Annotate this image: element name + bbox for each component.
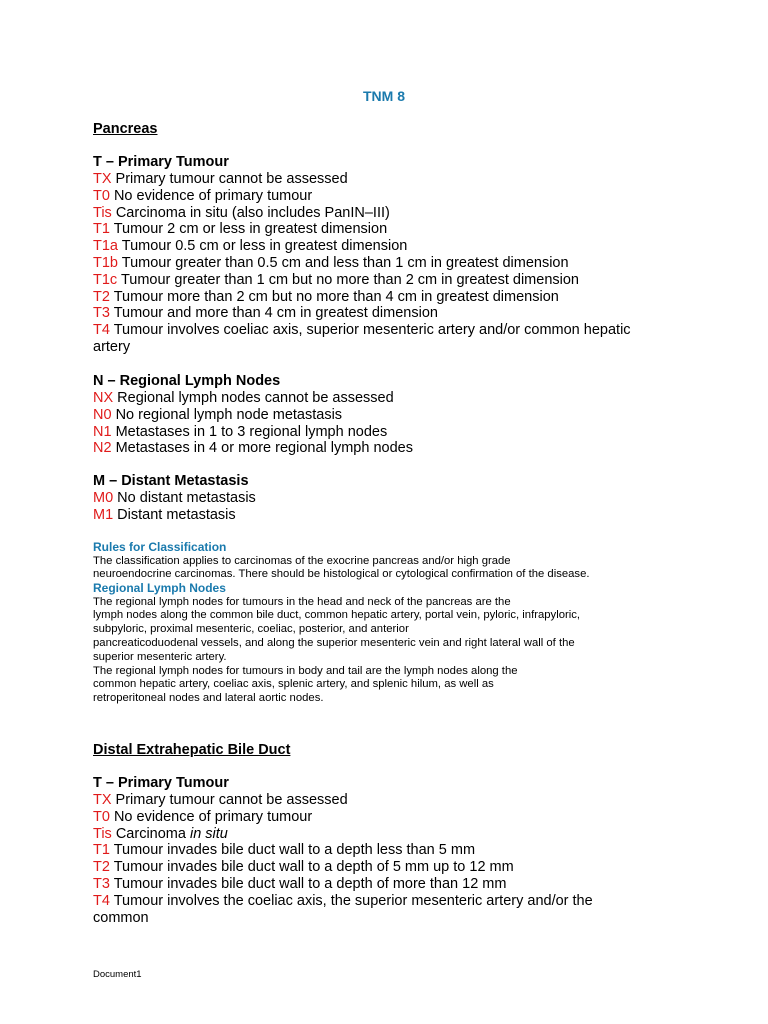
n-item: N1 Metastases in 1 to 3 regional lymph nodes — [93, 423, 388, 440]
t-item-continuation: common — [93, 909, 149, 926]
lymph-line: subpyloric, proximal mesenteric, coeliac, posterior, and anterior — [93, 623, 409, 636]
t-item: Tis Carcinoma in situ — [93, 825, 228, 842]
pancreas-t-block — [93, 154, 713, 356]
lymph-line: The regional lymph nodes for tumours in body and tail are the lymph nodes along the — [93, 664, 518, 677]
lymph-line: The regional lymph nodes for tumours in the head and neck of the pancreas are the — [93, 595, 511, 608]
t-item: T1a Tumour 0.5 cm or less in greatest dimension — [93, 238, 408, 255]
rules-block — [93, 541, 693, 706]
section-heading-bile-duct: Distal Extrahepatic Bile Duct — [93, 742, 291, 758]
pancreas-m-block — [93, 473, 713, 524]
lymph-line: common hepatic artery, coeliac axis, splenic artery, and splenic hilum, as well as — [93, 678, 494, 691]
n-item: N2 Metastases in 4 or more regional lymph nodes — [93, 440, 413, 457]
lymph-line: retroperitoneal nodes and lateral aortic nodes. — [93, 692, 324, 705]
rules-heading: Rules for Classification — [93, 540, 227, 554]
pancreas-n-block — [93, 373, 713, 457]
lymph-line: superior mesenteric artery. — [93, 650, 227, 663]
lymph-line: pancreaticoduodenal vessels, and along the superior mesenteric vein and right lateral wall of the — [93, 636, 575, 649]
n-item: NX Regional lymph nodes cannot be assessed — [93, 390, 394, 406]
t-item: T2 Tumour more than 2 cm but no more than 4 cm in greatest dimension — [93, 288, 559, 305]
t-item: T3 Tumour and more than 4 cm in greatest dimension — [93, 305, 438, 322]
document-footer: Document1 — [93, 969, 142, 980]
t-item: Tis Carcinoma in situ (also includes PanIN–III) — [93, 204, 390, 221]
t-item: T0 No evidence of primary tumour — [93, 808, 313, 825]
m-heading: M – Distant Metastasis — [93, 473, 249, 489]
t-item: T1b Tumour greater than 0.5 cm and less than 1 cm in greatest dimension — [93, 254, 569, 271]
t-heading: T – Primary Tumour — [93, 154, 229, 170]
n-item: N0 No regional lymph node metastasis — [93, 406, 343, 423]
t-heading: T – Primary Tumour — [93, 775, 229, 791]
rules-line: neuroendocrine carcinomas. There should be histological or cytological confirmation of the disease. — [93, 568, 590, 581]
t-item: T1 Tumour invades bile duct wall to a depth less than 5 mm — [93, 842, 476, 859]
lymph-heading: Regional Lymph Nodes — [93, 581, 226, 596]
section-heading-pancreas: Pancreas — [93, 121, 158, 137]
lymph-line: lymph nodes along the common bile duct, common hepatic artery, portal vein, pyloric, infrapyloric, — [93, 609, 581, 622]
document-title: TNM 8 — [363, 88, 405, 104]
bile-duct-section — [93, 742, 713, 759]
m-item: M1 Distant metastasis — [93, 506, 236, 523]
pancreas-section — [93, 121, 713, 138]
t-item: T0 No evidence of primary tumour — [93, 187, 313, 204]
m-item: M0 No distant metastasis — [93, 490, 256, 506]
t-item: TX Primary tumour cannot be assessed — [93, 171, 348, 187]
t-item: T4 Tumour involves the coeliac axis, the superior mesenteric artery and/or the — [93, 892, 593, 909]
rules-line: The classification applies to carcinomas of the exocrine pancreas and/or high grade — [93, 554, 511, 567]
n-heading: N – Regional Lymph Nodes — [93, 373, 281, 389]
t-item: T1c Tumour greater than 1 cm but no more than 2 cm in greatest dimension — [93, 271, 579, 288]
t-item: T3 Tumour invades bile duct wall to a depth of more than 12 mm — [93, 875, 507, 892]
t-item: T1 Tumour 2 cm or less in greatest dimension — [93, 221, 388, 238]
t-item: T2 Tumour invades bile duct wall to a depth of 5 mm up to 12 mm — [93, 859, 514, 876]
t-item: TX Primary tumour cannot be assessed — [93, 792, 348, 808]
t-item-continuation: artery — [93, 338, 131, 355]
bile-duct-t-block — [93, 775, 713, 926]
t-item: T4 Tumour involves coeliac axis, superior mesenteric artery and/or common hepatic — [93, 322, 631, 339]
